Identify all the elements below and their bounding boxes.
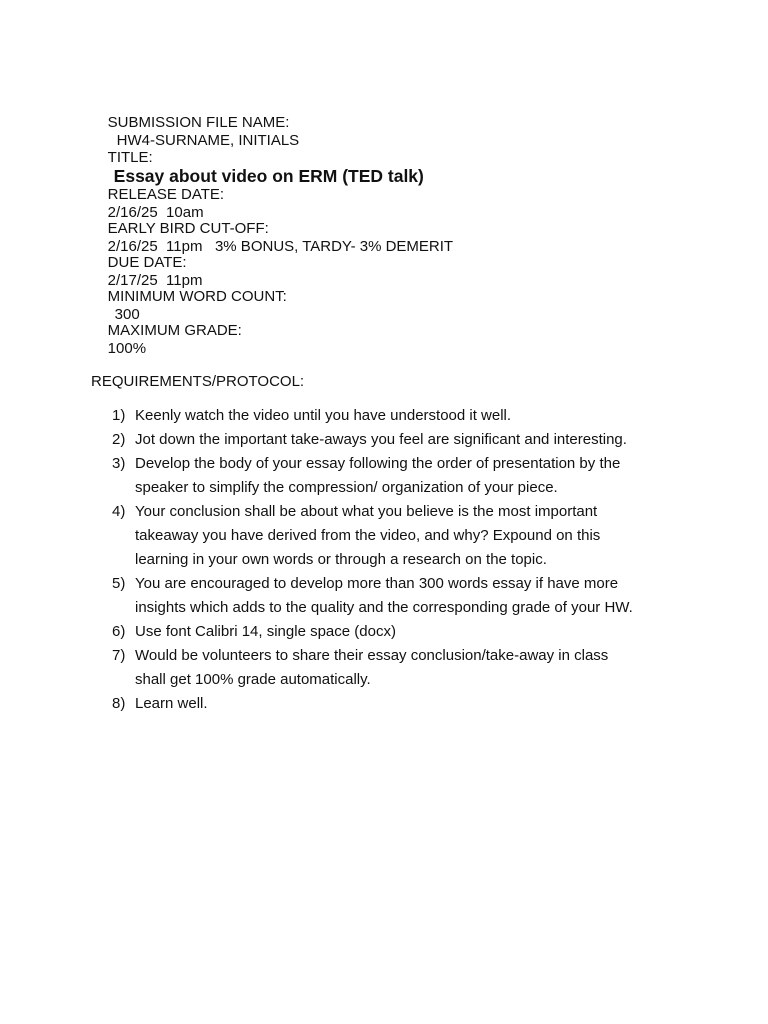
requirement-item	[91, 404, 691, 428]
requirement-item	[91, 572, 691, 620]
requirement-item	[91, 428, 691, 452]
title-value: Essay about video on ERM (TED talk)	[113, 166, 424, 186]
max-grade-line	[91, 304, 302, 376]
requirement-text-line: Keenly watch the video until you have understood it well.	[135, 407, 512, 424]
requirement-number: 8)	[112, 695, 126, 712]
title-label: TITLE:	[107, 149, 153, 166]
requirement-item	[91, 644, 691, 692]
requirement-number: 6)	[112, 623, 126, 640]
early-bird-label: EARLY BIRD CUT-OFF:	[107, 220, 269, 237]
requirement-text-line: Learn well.	[135, 695, 208, 712]
requirement-text-line: Develop the body of your essay following the order of presentation by the	[135, 455, 621, 472]
requirement-number: 4)	[112, 503, 126, 520]
requirement-item	[91, 620, 691, 644]
requirement-text-line: learning in your own words or through a research on the topic.	[135, 551, 547, 568]
requirement-number: 1)	[112, 407, 126, 424]
due-date-label: DUE DATE:	[107, 254, 187, 271]
requirement-text-line: You are encouraged to develop more than 300 words essay if have more	[135, 575, 619, 592]
min-word-count-label: MINIMUM WORD COUNT:	[107, 288, 287, 305]
due-date-value: 2/17/25 11pm	[107, 272, 203, 289]
requirement-text-line: Would be volunteers to share their essay conclusion/take-away in class	[135, 647, 609, 664]
min-word-count-value: 300	[114, 306, 140, 323]
requirement-number: 7)	[112, 647, 126, 664]
submission-file-name-label: SUBMISSION FILE NAME:	[107, 114, 290, 131]
requirements-heading: REQUIREMENTS/PROTOCOL:	[91, 373, 305, 390]
requirement-item	[91, 692, 691, 716]
release-date-label: RELEASE DATE:	[107, 186, 225, 203]
submission-file-name-value: HW4-SURNAME, INITIALS	[116, 132, 300, 149]
requirement-text-line: insights which adds to the quality and the corresponding grade of your HW.	[135, 599, 633, 616]
max-grade-label: MAXIMUM GRADE:	[107, 322, 242, 339]
requirement-item	[91, 452, 691, 500]
early-bird-value: 2/16/25 11pm 3% BONUS, TARDY- 3% DEMERIT	[107, 238, 454, 255]
requirement-number: 5)	[112, 575, 126, 592]
requirement-text-line: shall get 100% grade automatically.	[135, 671, 371, 688]
requirement-number: 3)	[112, 455, 126, 472]
max-grade-value: 100%	[107, 340, 147, 357]
release-date-value: 2/16/25 10am	[107, 204, 204, 221]
requirement-number: 2)	[112, 431, 126, 448]
requirement-text-line: Your conclusion shall be about what you believe is the most important	[135, 503, 598, 520]
requirement-text-line: takeaway you have derived from the video, and why? Expound on this	[135, 527, 601, 544]
requirement-item	[91, 500, 691, 572]
requirement-text-line: Jot down the important take-aways you feel are significant and interesting.	[135, 431, 627, 448]
requirements-list	[91, 404, 691, 716]
requirement-text-line: Use font Calibri 14, single space (docx)	[135, 623, 396, 640]
requirement-text-line: speaker to simplify the compression/ organization of your piece.	[135, 479, 558, 496]
